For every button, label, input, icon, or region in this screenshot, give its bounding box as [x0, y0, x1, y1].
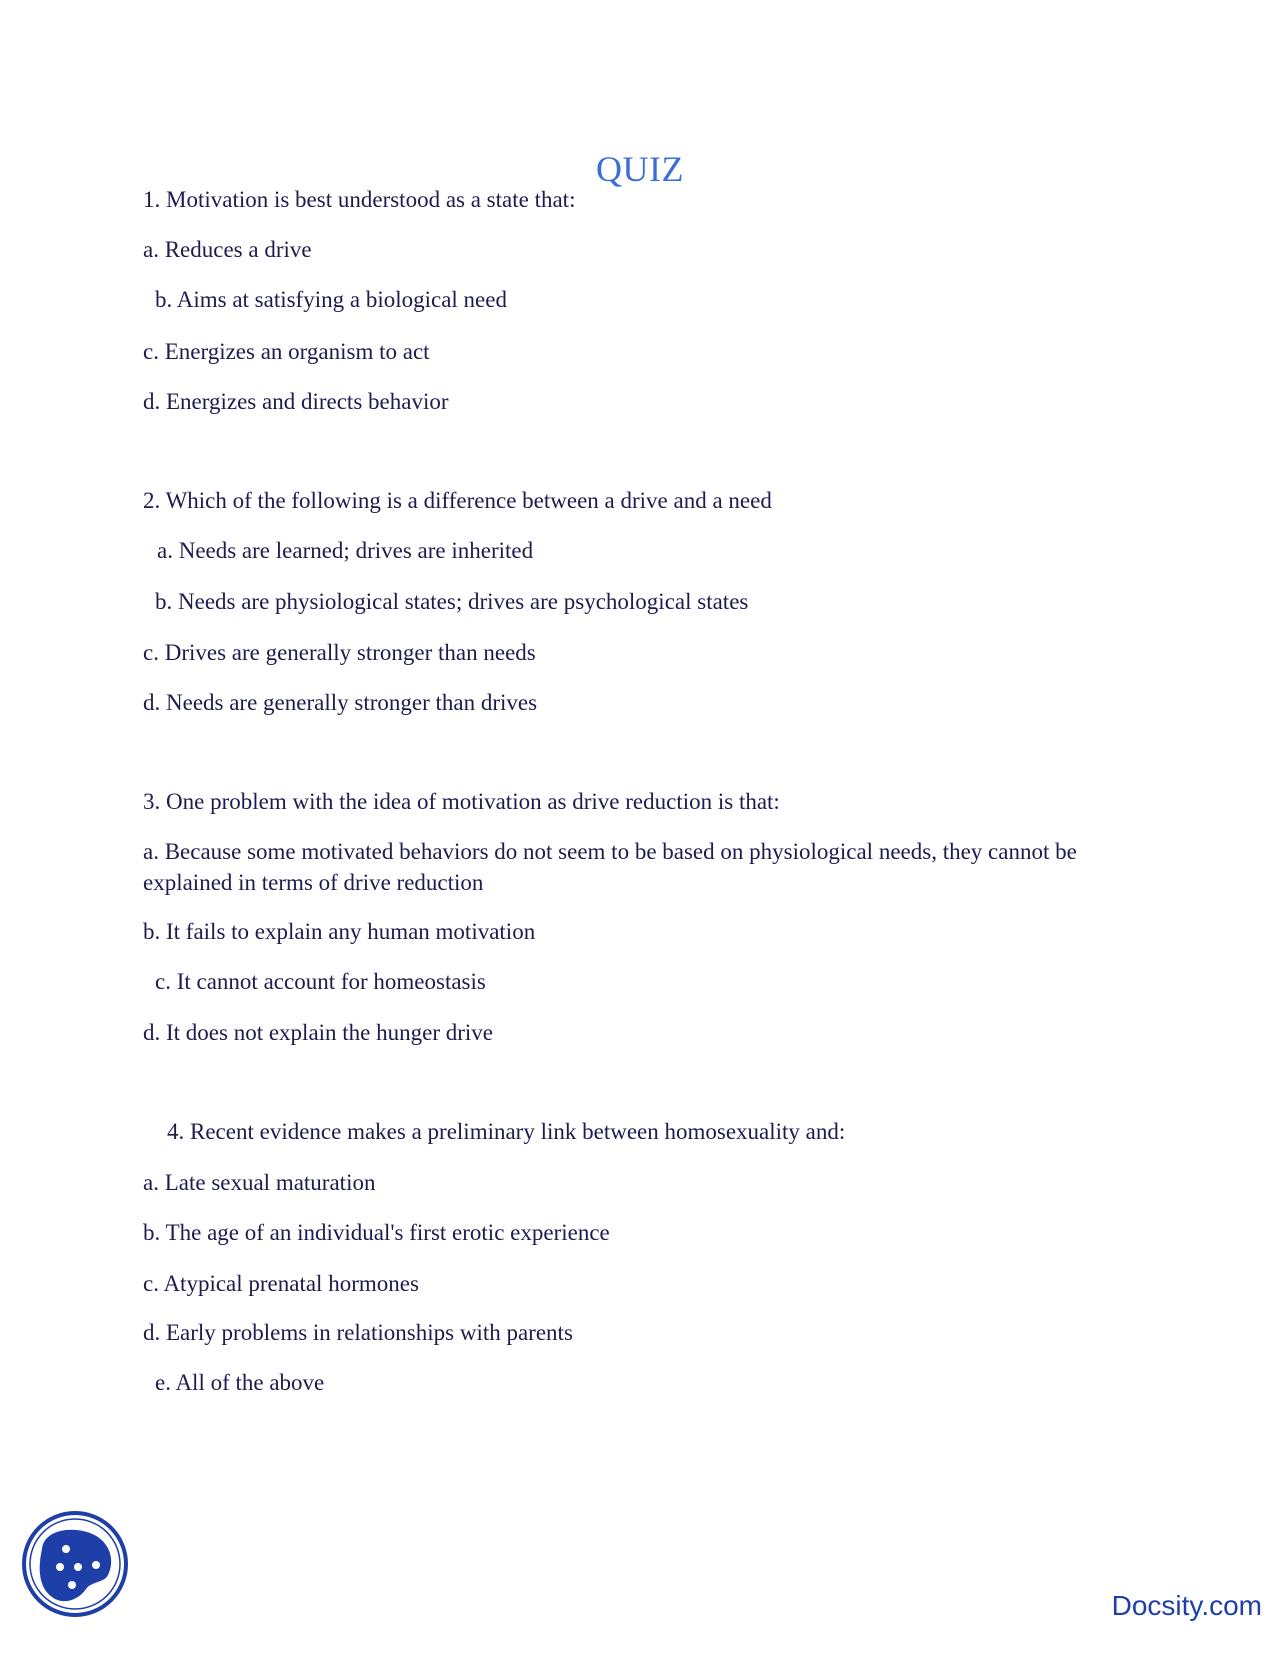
- question-2-option-c: c. Drives are generally stronger than needs: [143, 640, 536, 665]
- question-2-option-d: d. Needs are generally stronger than drives: [143, 690, 538, 715]
- question-1-option-c: c. Energizes an organism to act: [143, 339, 430, 364]
- docsity-logo-icon: [20, 1509, 130, 1619]
- page-title: QUIZ: [596, 149, 684, 189]
- question-2-option-a: a. Needs are learned; drives are inherited: [157, 538, 534, 563]
- question-1-option-a: a. Reduces a drive: [143, 237, 312, 262]
- question-1-option-b: b. Aims at satisfying a biological need: [155, 287, 507, 312]
- question-4-option-b: b. The age of an individual's first erotic experience: [143, 1220, 610, 1245]
- question-4-option-d: d. Early problems in relationships with parents: [143, 1320, 573, 1345]
- question-4-option-e: e. All of the above: [155, 1370, 325, 1395]
- question-3-option-d: d. It does not explain the hunger drive: [143, 1020, 494, 1045]
- question-2-prompt: 2. Which of the following is a difference between a drive and a need: [143, 488, 772, 513]
- question-1-option-d: d. Energizes and directs behavior: [143, 389, 449, 414]
- question-4-prompt: 4. Recent evidence makes a preliminary link between homosexuality and:: [167, 1119, 846, 1144]
- question-3-option-c: c. It cannot account for homeostasis: [155, 969, 486, 994]
- question-3-option-b: b. It fails to explain any human motivation: [143, 919, 536, 944]
- question-4-option-a: a. Late sexual maturation: [143, 1170, 376, 1195]
- question-3-option-a: a. Because some motivated behaviors do not seem to be based on physiological needs, they cannot be explained in terms of drive reduction: [143, 839, 1077, 895]
- question-4-option-c: c. Atypical prenatal hormones: [143, 1271, 419, 1296]
- question-1-prompt: 1. Motivation is best understood as a state that:: [143, 187, 576, 212]
- docsity-brand-link[interactable]: Docsity.com: [1111, 1590, 1262, 1621]
- question-2-option-b: b. Needs are physiological states; drives are psychological states: [155, 589, 749, 614]
- question-3-prompt: 3. One problem with the idea of motivation as drive reduction is that:: [143, 789, 780, 814]
